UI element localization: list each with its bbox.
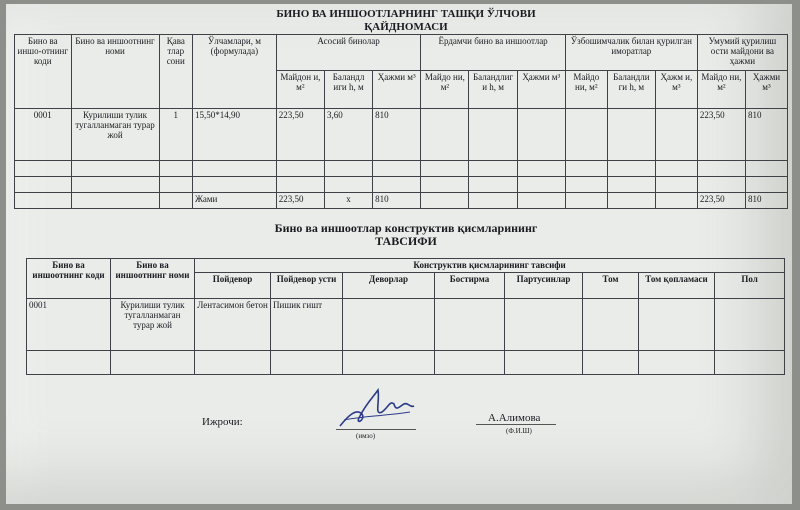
cell-area: 223,50 — [276, 109, 324, 161]
col-height: Баландл иги h, м — [324, 71, 372, 109]
table-row — [15, 109, 788, 161]
cell-floors: 1 — [159, 109, 193, 161]
col-volume: Ҳажми м³ — [373, 71, 421, 109]
measurement-table — [14, 34, 788, 209]
table-row — [27, 299, 785, 351]
col-aux-height: Баландлиг и h, м — [469, 71, 517, 109]
t2-col-foundation: Пойдевор — [195, 273, 271, 299]
executor-name: А.Алимова — [488, 412, 541, 424]
name-caption: (Ф.И.Ш) — [506, 427, 532, 435]
t2-col-group: Конструктив қисмларининг тавсифи — [195, 259, 785, 273]
cell-tot-area: 223,50 — [697, 109, 745, 161]
sign-caption: (имзо) — [356, 432, 376, 440]
col-dims: Ўлчамлари, м (формулада) — [193, 35, 277, 109]
total-tot-area: 223,50 — [697, 193, 745, 209]
col-name: Бино ва иншоотнинг номи — [71, 35, 159, 109]
t2-col-roofing: Том қопламаси — [639, 273, 715, 299]
total-label: Жами — [193, 193, 277, 209]
t2-col-partitions: Бостирма — [435, 273, 505, 299]
t2-cell-name: Курилиши тулик тугалланмаган турар жой — [111, 299, 195, 351]
t2-col-plinth: Пойдевор усти — [271, 273, 343, 299]
col-area: Майдон и, м² — [276, 71, 324, 109]
cell-volume: 810 — [373, 109, 421, 161]
t2-cell-code: 0001 — [27, 299, 111, 351]
cell-dims: 15,50*14,90 — [193, 109, 277, 161]
total-area: 223,50 — [276, 193, 324, 209]
total-tot-volume: 810 — [745, 193, 787, 209]
total-height: x — [324, 193, 372, 209]
col-code: Бино ва иншо-отнинг коди — [15, 35, 72, 109]
col-total: Умумий қурилиш ости майдони ва ҳажми — [697, 35, 787, 71]
t2-col-roof: Том — [583, 273, 639, 299]
total-row — [15, 193, 788, 209]
col-floors: Қава тлар сони — [159, 35, 193, 109]
col-main: Асосий бинолар — [276, 35, 421, 71]
construction-table — [26, 258, 785, 375]
col-tot-volume: Ҳажми м³ — [745, 71, 787, 109]
total-volume: 810 — [373, 193, 421, 209]
col-arb: Ўзбошимчалик билан қурилган иморатлар — [565, 35, 697, 71]
t2-cell-foundation: Лентасимон бетон — [195, 299, 271, 351]
col-arb-volume: Ҳажм и, м³ — [655, 71, 697, 109]
col-arb-area: Майдо ни, м² — [565, 71, 607, 109]
col-aux: Ёрдамчи бино ва иншоотлар — [421, 35, 566, 71]
t2-col-walls: Деворлар — [343, 273, 435, 299]
doc-title-line1: БИНО ВА ИНШООТЛАРНИНГ ТАШҚИ ЎЛЧОВИ — [276, 8, 536, 20]
t2-col-name: Бино ва иншоотнинг номи — [111, 259, 195, 299]
cell-code: 0001 — [15, 109, 72, 161]
name-line — [476, 424, 556, 425]
cell-tot-volume: 810 — [745, 109, 787, 161]
signature-mark — [334, 386, 418, 432]
cell-name: Курилиши тулик тугалланмаган турар жой — [71, 109, 159, 161]
t2-cell-plinth: Пишик гишт — [271, 299, 343, 351]
col-aux-area: Майдо ни, м² — [421, 71, 469, 109]
col-tot-area: Майдо ни, м² — [697, 71, 745, 109]
executor-label: Ижрочи: — [202, 416, 243, 428]
section-title-line1: Бино ва иншоотлар конструктив қисмларининг — [274, 221, 538, 235]
t2-col-code: Бино ва иншоотнинг коди — [27, 259, 111, 299]
col-arb-height: Баландли ги h, м — [607, 71, 655, 109]
cell-height: 3,60 — [324, 109, 372, 161]
col-aux-volume: Ҳажми м³ — [517, 71, 565, 109]
t2-col-floor: Пол — [715, 273, 785, 299]
doc-title-line2: ҚАЙДНОМАСИ — [364, 21, 448, 33]
document-sheet — [6, 4, 792, 504]
t2-col-floors: Партусинлар — [505, 273, 583, 299]
section-title-line2: ТАВСИФИ — [375, 234, 437, 248]
